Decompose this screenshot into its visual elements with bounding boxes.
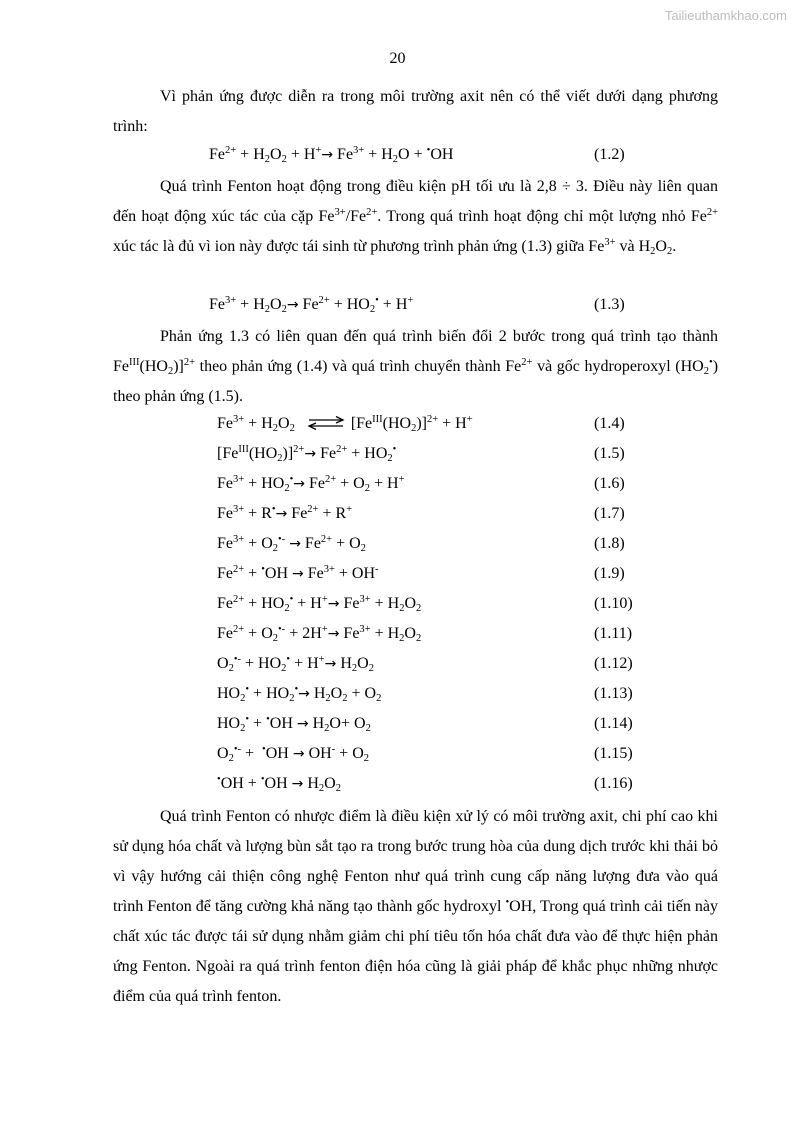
equation-1-10: $Fe^{2+} + HO_2^• + H^+\to Fe^{3+} + H_2O_2$ — [217, 594, 422, 614]
paragraph-1: Vì phản ứng được diễn ra trong môi trường axit nên có thể viết dưới dạng phương trình: — [113, 88, 718, 135]
equation-number: (1.10) — [594, 595, 633, 612]
equation-1-9: $Fe^{2+} + ^•OH \to Fe^{3+} + OH^-$ — [217, 564, 379, 582]
page-number: 20 — [389, 50, 406, 67]
equation-number: (1.2) — [594, 146, 625, 163]
equation-number: (1.12) — [594, 655, 633, 672]
equation-number: (1.5) — [594, 445, 625, 462]
equation-1-5: $[Fe^{III}(HO_2)]^{2+}\to Fe^{2+} + HO_2^•$ — [217, 444, 397, 464]
equation-number: (1.16) — [594, 775, 633, 792]
equation-1-13: $HO_2^• + HO_2^•\to H_2O_2 + O_2$ — [217, 684, 382, 704]
equation-1-2: $Fe^{2+} + H_2O_2 + H^+\to Fe^{3+} + H_2O + ^•OH$ — [209, 145, 454, 165]
equation-number: (1.9) — [594, 565, 625, 582]
equation-1-8: $Fe^{3+} + O_2^{•-} \to Fe^{2+} + O_2$ — [217, 534, 366, 554]
equation-1-16: $^•OH + ^•OH \to H_2O_2$ — [217, 774, 341, 794]
paragraph-2: Quá trình Fenton hoạt động trong điều kiện pH tối ưu là 2,8 ÷ 3. Điều này liên quan đến hoạt động xúc tác của cặp $Fe^{3+}/Fe^{2+}$. Trong quá trình hoạt động chỉ một lượng nhỏ $Fe^{2+}$ xúc tác là đủ vì ion này được tái sinh từ phương trình phản ứng (1.3) giữa $Fe^{3+}$ và $H_2O_2$. — [113, 178, 718, 257]
equation-number: (1.13) — [594, 685, 633, 702]
equation-1-12: $O_2^{•-} + HO_2^• + H^+\to H_2O_2$ — [217, 654, 374, 674]
equation-1-14: $HO_2^• + ^•OH \to H_2O+ O_2$ — [217, 714, 371, 734]
equation-1-7: $Fe^{3+} + R^•\to Fe^{2+} + R^+$ — [217, 504, 353, 522]
equation-1-15: $O_2^{•-} + ^•OH \to OH^- + O_2$ — [217, 744, 369, 764]
equation-number: (1.4) — [594, 415, 625, 432]
equation-number: (1.14) — [594, 715, 633, 732]
equation-1-4: $Fe^{3+} + H_2O_2$ $[Fe^{III}(HO_2)]^{2+} + H^+$ — [217, 414, 473, 434]
equilibrium-arrow-icon — [307, 416, 345, 430]
paragraph-4: Quá trình Fenton có nhược điểm là điều kiện xử lý có môi trường axit, chi phí cao khi sử dụng hóa chất và lượng bùn sắt tạo ra trong bước trung hòa của dung dịch trước khi thải bỏ vì vậy hướng cải thiện công nghệ Fenton như quá trình cung cấp năng lượng đưa vào quá trình Fenton để tăng cường khả năng tạo thành gốc hydroxyl •OH, Trong quá trình cải tiến này chất xúc tác được tái sử dụng nhằm giảm chi phí tiêu tốn hóa chất đưa vào để thực hiện phản ứng Fenton. Ngoài ra quá trình fenton điện hóa cũng là giải pháp để khắc phục những nhược điểm của quá trình fenton. — [113, 808, 719, 1005]
equation-number: (1.7) — [594, 505, 625, 522]
paragraph-3: Phản ứng 1.3 có liên quan đến quá trình biến đổi 2 bước trong quá trình tạo thành $Fe^{III}(HO_2)]^{2+}$ theo phản ứng (1.4) và quá trình chuyển thành $Fe^{2+}$ và gốc hydroperoxyl $(HO_2^•)$ theo phản ứng (1.5). — [113, 328, 719, 405]
equation-number: (1.6) — [594, 475, 625, 492]
equation-number: (1.3) — [594, 296, 625, 313]
watermark: Tailieuthamkhao.com — [664, 8, 787, 23]
equation-1-3: $Fe^{3+} + H_2O_2\to Fe^{2+} + HO_2^• + H^+$ — [209, 295, 414, 315]
equation-number: (1.11) — [594, 625, 633, 642]
equation-1-11: $Fe^{2+} + O_2^{•-} + 2H^+\to Fe^{3+} + H_2O_2$ — [217, 624, 422, 644]
equation-number: (1.8) — [594, 535, 625, 552]
equation-1-6: $Fe^{3+} + HO_2^•\to Fe^{2+} + O_2 + H^+$ — [217, 474, 405, 494]
equation-number: (1.15) — [594, 745, 633, 762]
